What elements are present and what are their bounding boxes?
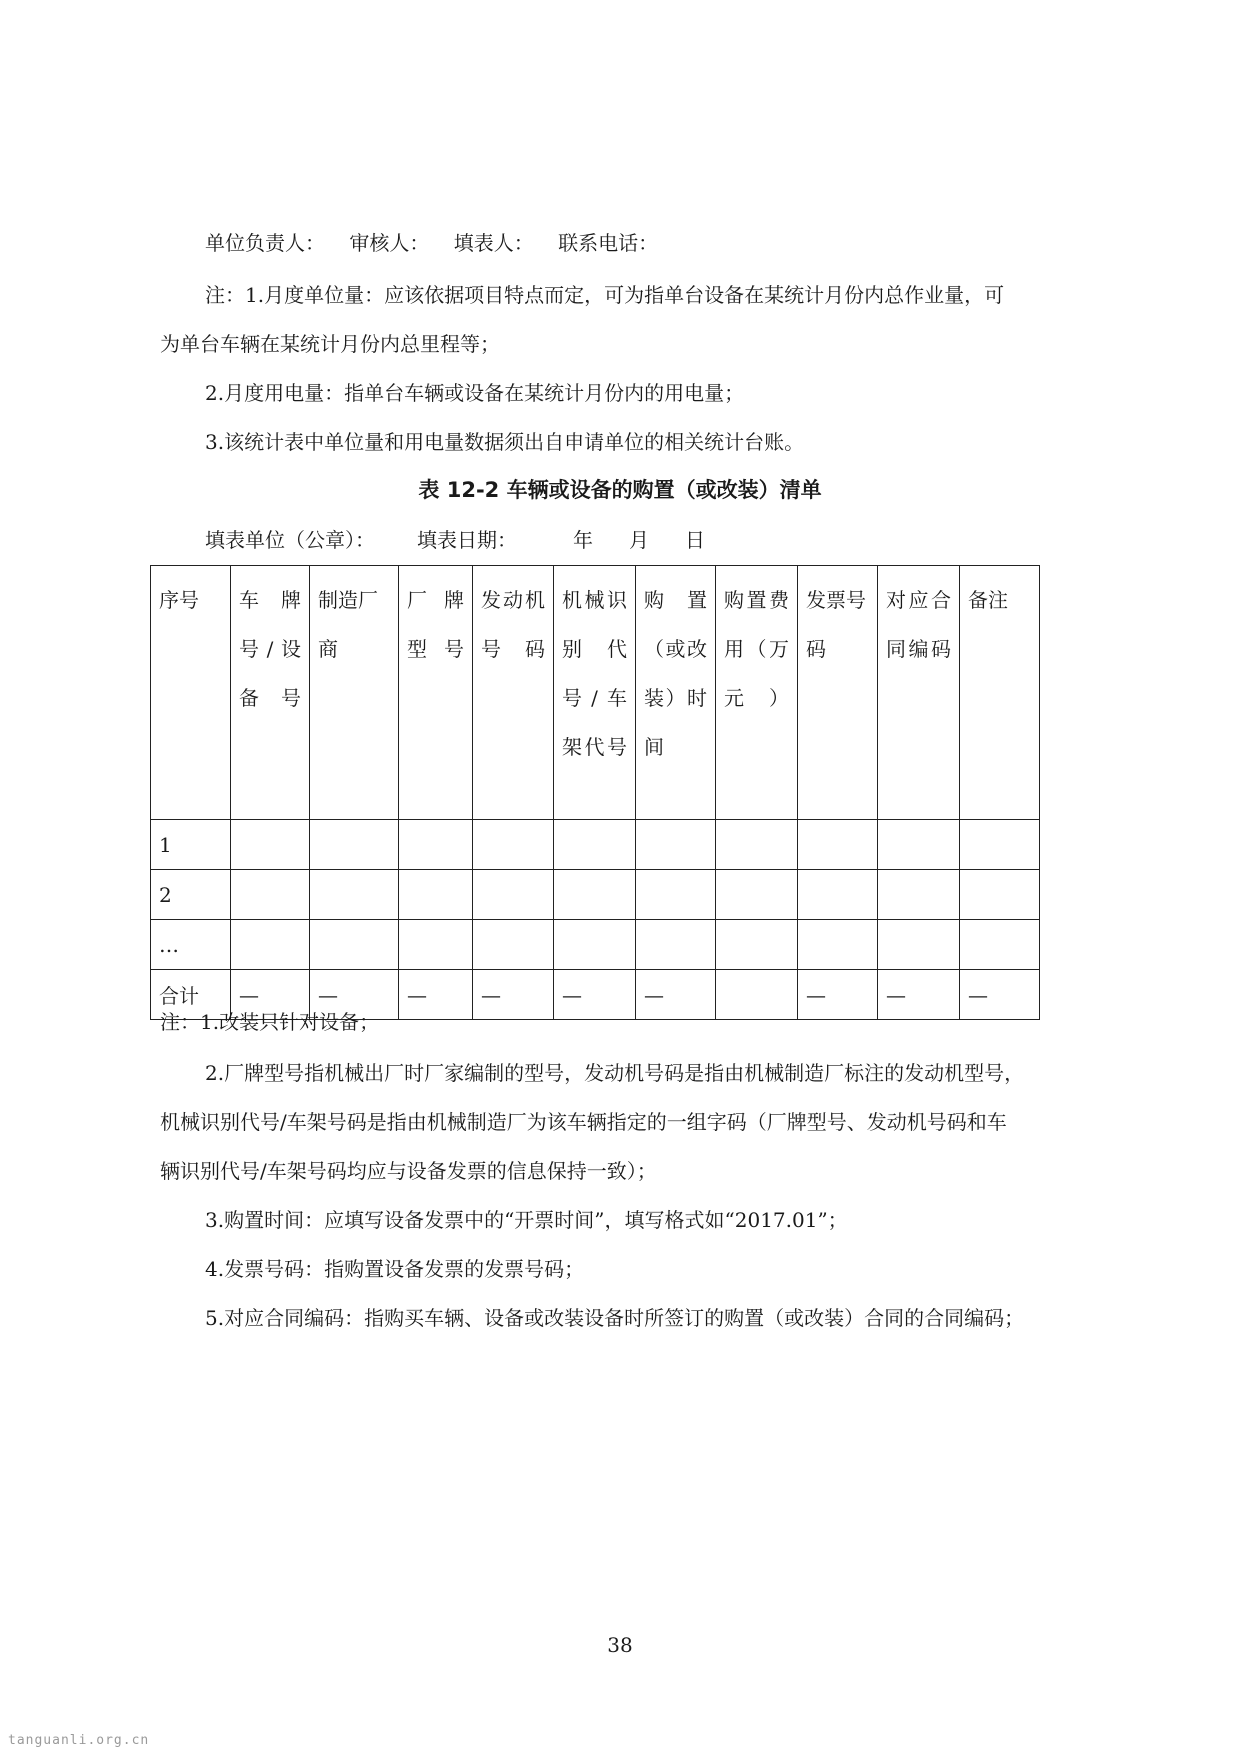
page-number: 38 <box>607 1633 633 1657</box>
header-remarks: 备注 <box>960 566 1040 820</box>
header-model: 厂牌型号 <box>399 566 473 820</box>
note-bottom-5: 5.对应合同编码：指购买车辆、设备或改装设备时所签订的购置（或改装）合同的合同编码； <box>205 1306 1025 1330</box>
note-bottom-2-cont: 机械识别代号/车架号码是指由机械制造厂为该车辆指定的一组字码（厂牌型号、发动机号码和车 <box>160 1110 1007 1134</box>
table-cell: — <box>399 970 473 1020</box>
table-cell <box>636 870 716 920</box>
note-bottom-2: 2.厂牌型号指机械出厂时厂家编制的型号，发动机号码是指由机械制造厂标注的发动机型号， <box>205 1061 1025 1085</box>
fill-info-line <box>205 526 705 554</box>
table-cell <box>399 920 473 970</box>
table-row <box>151 870 1040 920</box>
table-cell <box>473 870 554 920</box>
table-cell <box>878 820 960 870</box>
table-cell <box>798 870 878 920</box>
table-cell <box>636 920 716 970</box>
table-cell <box>231 920 310 970</box>
note-top-1: 注：1.月度单位量：应该依据项目特点而定，可为指单台设备在某统计月份内总作业量，可 <box>205 283 1005 307</box>
table-row <box>151 820 1040 870</box>
table-cell <box>716 870 798 920</box>
header-index: 序号 <box>151 566 231 820</box>
table-cell <box>399 870 473 920</box>
table-title: 表 12-2 车辆或设备的购置（或改装）清单 <box>418 478 822 502</box>
reviewer-label: 审核人： <box>349 231 430 255</box>
table-cell: — <box>636 970 716 1020</box>
unit-head-label: 单位负责人： <box>205 231 325 255</box>
table-cell <box>399 820 473 870</box>
header-invoice-number: 发票号码 <box>798 566 878 820</box>
note-bottom-2-cont2: 辆识别代号/车架号码均应与设备发票的信息保持一致）； <box>160 1159 657 1183</box>
header-contract-code: 对应合同编码 <box>878 566 960 820</box>
table-cell <box>636 820 716 870</box>
table-cell <box>231 870 310 920</box>
table-cell <box>716 970 798 1020</box>
fill-date-label: 填表日期： <box>417 528 517 552</box>
table-cell <box>231 820 310 870</box>
header-purchase-time: 购置（或改装）时间 <box>636 566 716 820</box>
table-cell: — <box>878 970 960 1020</box>
header-plate: 车牌号/设备号 <box>231 566 310 820</box>
table-cell <box>554 820 636 870</box>
table-cell: — <box>310 970 399 1020</box>
filler-label: 填表人： <box>453 231 534 255</box>
table-cell <box>554 920 636 970</box>
signature-line <box>205 229 676 257</box>
header-manufacturer: 制造厂商 <box>310 566 399 820</box>
table-cell <box>554 870 636 920</box>
table-cell <box>716 820 798 870</box>
table-cell: — <box>473 970 554 1020</box>
table-cell <box>960 820 1040 870</box>
note-bottom-1: 注：1.改装只针对设备； <box>160 1010 380 1034</box>
row-index-cell: 合计 <box>151 970 231 1020</box>
table-cell: — <box>960 970 1040 1020</box>
table-cell <box>716 920 798 970</box>
row-index-cell: 1 <box>151 820 231 870</box>
row-index-cell: … <box>151 920 231 970</box>
purchase-list-table <box>150 565 1040 1020</box>
table-cell: — <box>798 970 878 1020</box>
header-purchase-cost: 购置费用（万元） <box>716 566 798 820</box>
table-cell <box>473 920 554 970</box>
table-cell <box>473 820 554 870</box>
table-cell: — <box>231 970 310 1020</box>
fill-unit-label: 填表单位（公章）： <box>205 528 375 552</box>
table-header-row <box>151 566 1040 820</box>
table-cell <box>960 920 1040 970</box>
table-cell <box>798 920 878 970</box>
fill-day-label: 日 <box>685 528 705 552</box>
note-top-1-cont: 为单台车辆在某统计月份内总里程等； <box>160 332 500 356</box>
table-cell <box>310 920 399 970</box>
note-bottom-3: 3.购置时间：应填写设备发票中的“开票时间”，填写格式如“2017.01”； <box>205 1208 848 1232</box>
table-cell <box>878 920 960 970</box>
row-index-cell: 2 <box>151 870 231 920</box>
fill-year-label: 年 <box>573 528 593 552</box>
note-bottom-4: 4.发票号码：指购置设备发票的发票号码； <box>205 1257 585 1281</box>
watermark-text: tanguanli.org.cn <box>8 1733 150 1748</box>
table-cell <box>960 870 1040 920</box>
fill-month-label: 月 <box>629 528 649 552</box>
header-engine-number: 发动机号码 <box>473 566 554 820</box>
table-row <box>151 920 1040 970</box>
table-cell <box>798 820 878 870</box>
table-cell: — <box>554 970 636 1020</box>
table-cell <box>310 870 399 920</box>
header-vin: 机械识别代号/车架代号 <box>554 566 636 820</box>
note-top-2: 2.月度用电量：指单台车辆或设备在某统计月份内的用电量； <box>205 381 745 405</box>
phone-label: 联系电话： <box>558 231 659 255</box>
table-cell <box>878 870 960 920</box>
note-top-3: 3.该统计表中单位量和用电量数据须出自申请单位的相关统计台账。 <box>205 430 805 454</box>
table-cell <box>310 820 399 870</box>
